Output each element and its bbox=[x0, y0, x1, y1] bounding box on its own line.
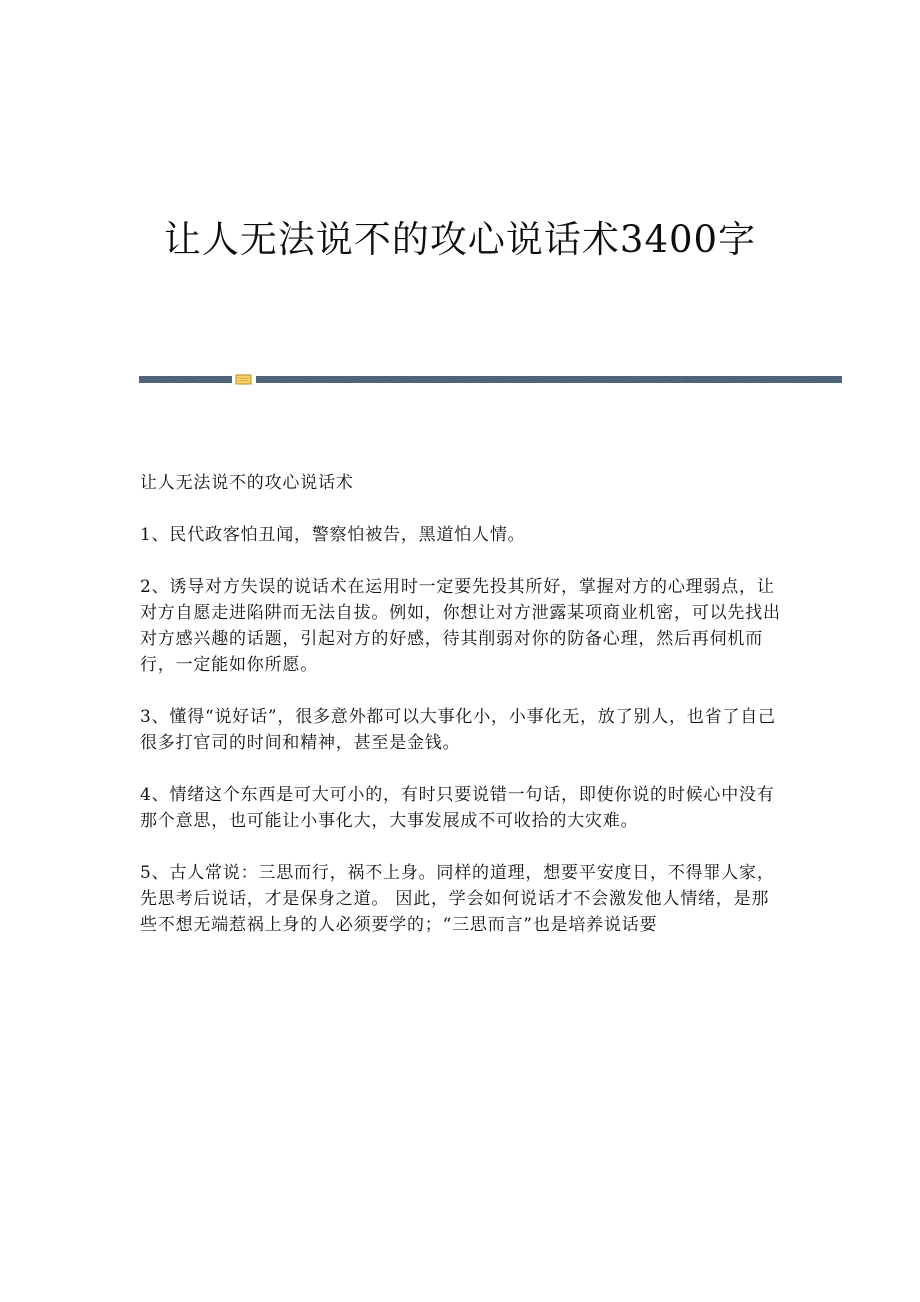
paragraph-3: 3、懂得“说好话”，很多意外都可以大事化小，小事化无，放了别人，也省了自己很多打官司的时间和精神，甚至是金钱。 bbox=[140, 707, 776, 753]
document-title: 让人无法说不的攻心说话术3400字 bbox=[163, 218, 757, 261]
section-heading: 让人无法说不的攻心说话术 bbox=[140, 473, 354, 493]
divider-bar-right bbox=[256, 376, 842, 383]
paragraph-5: 5、古人常说：三思而行，祸不上身。同样的道理，想要平安度日，不得罪人家，先思考后说话，才是保身之道。 因此，学会如何说话才不会激发他人情绪，是那些不想无端惹祸上身的人必须要学的；“三思而言”也是培养说话要 bbox=[140, 863, 775, 935]
title-divider bbox=[139, 373, 842, 387]
paragraph-2: 2、诱导对方失误的说话术在运用时一定要先投其所好，掌握对方的心理弱点，让对方自愿走进陷阱而无法自拔。例如，你想让对方泄露某项商业机密，可以先找出对方感兴趣的话题，引起对方的好感，待其削弱对你的防备心理，然后再伺机而行，一定能如你所愿。 bbox=[140, 577, 781, 675]
divider-bar-left bbox=[139, 376, 232, 383]
paragraph-1: 1、民代政客怕丑闻，警察怕被告，黑道怕人情。 bbox=[140, 525, 526, 545]
divider-ornament-icon bbox=[235, 373, 252, 386]
document-body bbox=[140, 470, 785, 964]
paragraph-4: 4、情绪这个东西是可大可小的，有时只要说错一句话，即使你说的时候心中没有那个意思，也可能让小事化大，大事发展成不可收拾的大灾难。 bbox=[140, 785, 775, 831]
